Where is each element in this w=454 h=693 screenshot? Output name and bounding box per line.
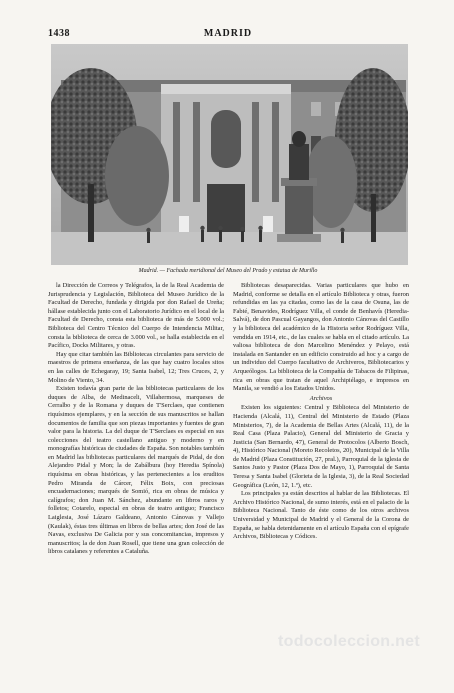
paragraph: la Dirección de Correos y Telégrafos, la de la Real Academia de Jurisprudencia y Legislación, Biblioteca del Museo Jurídico de la Facultad de Derecho, fundada y dirigida por don Rafael de Ureña; hállase establecida junto con el Laboratorio Jurídico en el local de la Facultad de Derecho, consta esta biblioteca de más de 5.000 vol.; Biblioteca del Centro Técnico del Cuerpo de Intendencia Militar, consta la biblioteca de cerca de 3.000 vol., se halla establecida en el Pacífico, Docks Militares, y otras. — [48, 282, 224, 350]
paragraph: Los principales ya están descritos al hablar de las Bibliotecas. El Archivo Histórico Nacional, de sumo interés, está en el palacio de la Biblioteca Nacional. Tanto de éste como de los otros archivos Universidad y Municipal de Madrid y el General de la Corona de España, se habla detenidamente en el artículo España con el epígrafe Archivos, Bibliotecas y Códices. — [233, 490, 409, 541]
paragraph: Bibliotecas desaparecidas. Varias particulares que hubo en Madrid, conforme se detalla en el artículo Biblioteca y otras, fueron refundidas en las ya citadas, como las de la casa de Osuna, las de Fabié, Benavides, Rodríguez Villa, el conde de Benhavís (Heredia-Salvá), de don Pascual Gayangos, don Antonio Cánovas del Castillo y la biblioteca del académico de la Historia señor Rodríguez Villa, vendida en 1914, etc., de las cuales se habla en el citado artículo. La valiosa biblioteca de don Marcelino Menéndez y Pelayo, está instalada en Santander en un edificio construido ad hoc y a cargo de un individuo del Cuerpo facultativo de Archiveros, Bibliotecarios y Arqueólogos. La biblioteca de la Compañía de Tabacos de Filipinas, rica en obras que tratan de aquel Archipiélago, e impresos en Manila, se vendió a los Estados Unidos. — [233, 282, 409, 393]
watermark-logo: todocoleccion.net — [278, 633, 420, 650]
paragraph: Hay que citar también las Bibliotecas circulantes para servicio de maestros de primera enseñanza, de las que hay cuatro locales sitos en las calles de Echegaray, 19; Santa Isabel, 12; Tres Cruces, 2, y Molino de Viento, 34. — [48, 350, 224, 384]
right-text-column — [233, 282, 409, 542]
paragraph: Existen todavía gran parte de las bibliotecas particulares de los duques de Alba, de Medinaceli, Villahermosa, marqueses de Cerralbo y de la Romana y duques de T'Serclaes, que contienen riquísimos ejemplares, y en la sección de sus manuscritos se hallan documentos de familia que son piezas importantes y fuentes de gran valor para la historia. La del duque de T'Serclaes es especial en sus colecciones del teatro castellano antiguo y moderno y en monografías históricas de ciudades de España. Son notables también en Madrid las bibliotecas particulares del marqués de Pidal, de don Alejandro Pidal y Mon; la de Zabálbura (hoy Heredia Spínola) riquísima en obras históricas, y las pertenecientes a los eruditos Pedro Miranda de Cárcer, Félix Boix, con preciosas encuadernaciones; marqués de Somió, rica en obras de música y calígrafos; don Juan M. Sánchez, abundante en libros raros y folletos; Cotarelo, especial en obras de teatro antiguo; Francisco Laiglesia, José Lázaro Galdeano, Antonio Cánovas y Vallejo (Kaulak), éstas tres últimas en libros de bellas artes; don José de las Navas, exclusiva De Galicia por y sus concomitancias, impresos y manuscritos; la de don Juan Rosell, que tiene una gran colección de libros catalanes y referentes a Cataluña. — [48, 385, 224, 556]
museum-photo — [51, 44, 408, 265]
figure-caption: Madrid. — Fachada meridional del Museo del Prado y estatua de Murillo — [138, 268, 318, 274]
section-subheading: Archivos — [309, 394, 333, 402]
page-header — [48, 28, 408, 42]
running-title: MADRID — [203, 28, 253, 39]
page-number: 1438 — [48, 28, 70, 39]
prado-museum-illustration — [51, 44, 408, 265]
left-text-column — [48, 282, 224, 557]
paragraph: Existen los siguientes: Central y Biblioteca del Ministerio de Hacienda (Alcalá, 11), Central del Ministerio de Estado (Plaza Ministerios, 7), de la Academia de Bellas Artes (Alcalá, 11), de la Real Casa (Plaza Palacio), General del Ministerio de Gracia y Justicia (San Bernardo, 47), General de Protocolos (Alberto Bosch, 4), Histórico Nacional (Moreto Recoletos, 20), Municipal de la Villa de Madrid (Plaza Constitución, 27, pral.), Parroquial de la iglesia de Santos Justo y Pastor (Plaza Dos de Mayo, 1), Parroquial de Santa Teresa y Santa Isabel (Glorieta de la Iglesia, 3), de la Real Sociedad Geográfica (León, 12, 1.º), etc. — [233, 404, 409, 489]
